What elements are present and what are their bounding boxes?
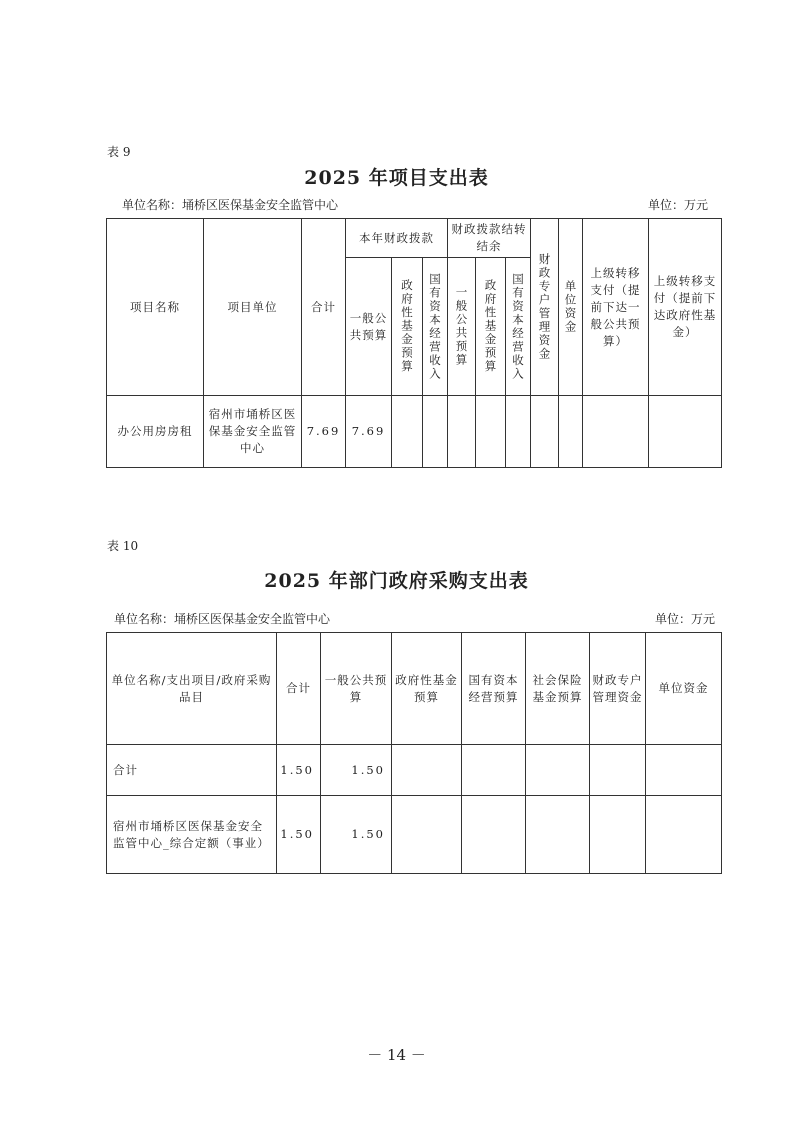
header-total: 合计 [302, 219, 346, 396]
table-row [107, 396, 722, 468]
header-general: 一般公共预算 [321, 633, 392, 745]
project-expenditure-table [106, 218, 722, 468]
header-cur-general: 一般公共预算 [346, 258, 392, 396]
header-total: 合计 [277, 633, 321, 745]
header-project-unit: 项目单位 [204, 219, 302, 396]
header-transfer-fund: 上级转移支付（提前下达政府性基金） [649, 219, 722, 396]
table10-title: 2025 年部门政府采购支出表 [264, 570, 529, 592]
header-social: 社会保险基金预算 [526, 633, 590, 745]
header-co-general: 一般公共预算 [448, 258, 476, 396]
header-item: 单位名称/支出项目/政府采购品目 [107, 633, 277, 745]
cell-name: 合计 [107, 745, 277, 796]
header-own: 单位资金 [646, 633, 722, 745]
header-cur-state: 国有资本经营收入 [423, 258, 448, 396]
cell-cur-general: 7.69 [346, 396, 392, 468]
page-number: － 14 － [367, 1046, 426, 1064]
header-co-fund: 政府性基金预算 [476, 258, 506, 396]
cell-project-name: 办公用房房租 [107, 396, 204, 468]
cell-project-unit: 宿州市埇桥区医保基金安全监管中心 [204, 396, 302, 468]
cell-total: 7.69 [302, 396, 346, 468]
cell-name: 宿州市埇桥区医保基金安全监管中心_综合定额（事业） [107, 796, 277, 874]
header-current-appropriation: 本年财政拨款 [346, 219, 448, 258]
cell-total: 1.50 [277, 745, 321, 796]
header-special-account: 财政专户管理资金 [531, 219, 559, 396]
table10-unit: 单位：万元 [654, 612, 715, 626]
header-transfer-general: 上级转移支付（提前下达一般公共预算） [583, 219, 649, 396]
cell-general: 1.50 [321, 796, 392, 874]
table9-label: 表 9 [107, 145, 131, 159]
header-carryover: 财政拨款结转结余 [448, 219, 531, 258]
procurement-expenditure-table [106, 632, 722, 874]
header-fund: 政府性基金预算 [392, 633, 462, 745]
header-co-state: 国有资本经营收入 [506, 258, 531, 396]
header-special: 财政专户管理资金 [590, 633, 646, 745]
header-own-funds: 单位资金 [559, 219, 583, 396]
header-project-name: 项目名称 [107, 219, 204, 396]
table10-label: 表 10 [107, 539, 139, 553]
table9-unit: 单位：万元 [647, 198, 708, 212]
table10-unit-name: 单位名称：埇桥区医保基金安全监管中心 [114, 612, 331, 626]
cell-general: 1.50 [321, 745, 392, 796]
cell-total: 1.50 [277, 796, 321, 874]
table-row [107, 745, 722, 796]
table-row [107, 796, 722, 874]
table9-unit-name: 单位名称：埇桥区医保基金安全监管中心 [122, 198, 339, 212]
header-state: 国有资本经营预算 [462, 633, 526, 745]
header-cur-fund: 政府性基金预算 [392, 258, 423, 396]
table9-title: 2025 年项目支出表 [304, 167, 489, 189]
